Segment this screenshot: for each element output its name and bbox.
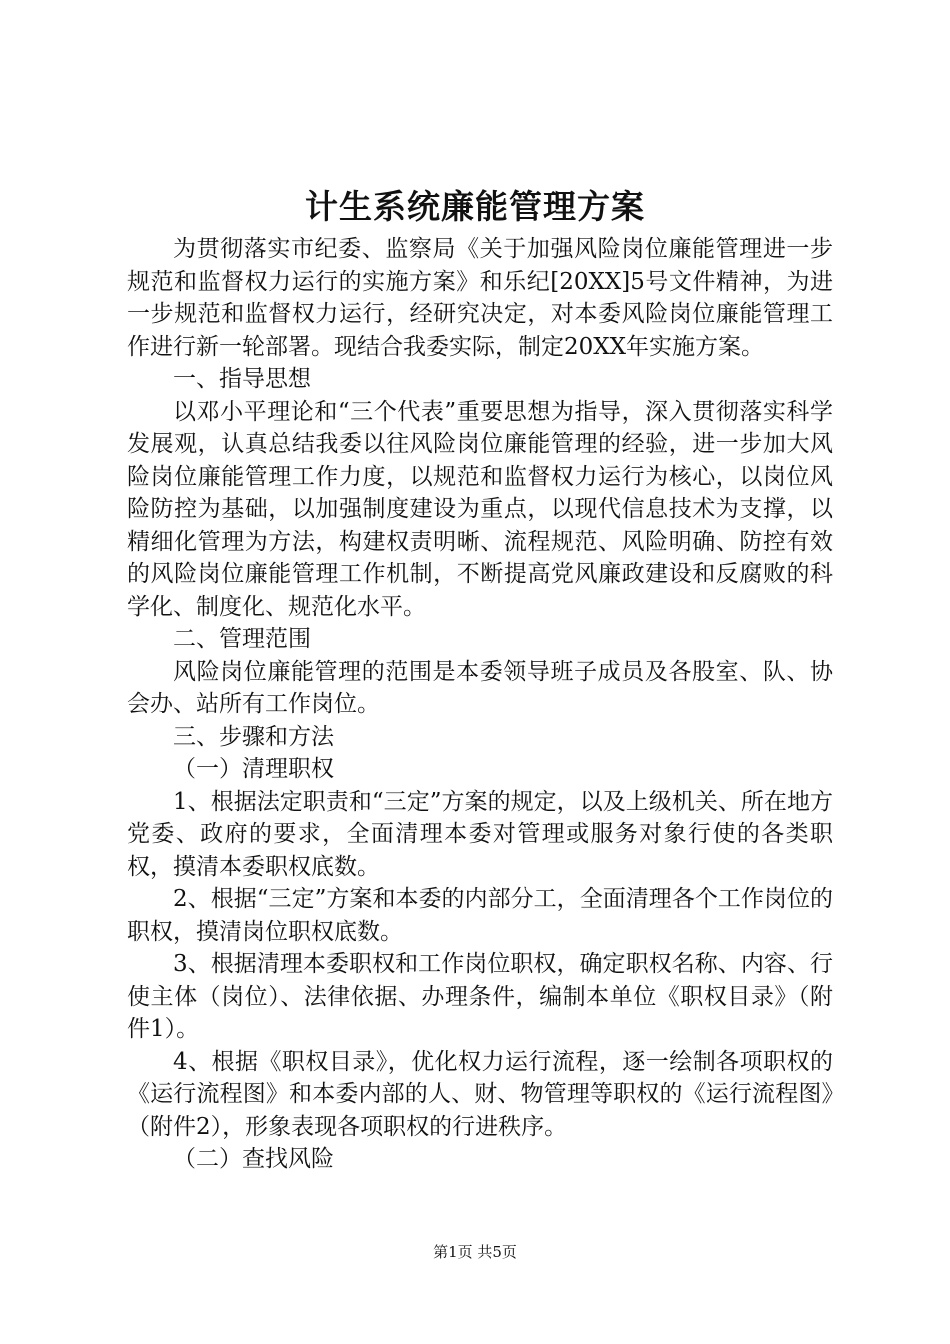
- paragraph-intro: 为贯彻落实市纪委、监察局《关于加强风险岗位廉能管理进一步规范和监督权力运行的实施方案》和乐纪[20XX]5号文件精神，为进一步规范和监督权力运行，经研究决定，对本委风险岗位廉能管理工作进行新一轮部署。现结合我委实际，制定20XX年实施方案。: [127, 236, 833, 360]
- paragraph-step-1: 1、根据法定职责和“三定”方案的规定，以及上级机关、所在地方党委、政府的要求，全面清理本委对管理或服务对象行使的各类职权，摸清本委职权底数。: [127, 788, 833, 880]
- page-number-footer: 第1页 共5页: [433, 1243, 517, 1261]
- document-body: [127, 233, 833, 1176]
- subheading-clear-powers: （一）清理职权: [173, 756, 334, 782]
- heading-management-scope: 二、管理范围: [173, 626, 311, 652]
- paragraph-guiding-thought: 以邓小平理论和“三个代表”重要思想为指导，深入贯彻落实科学发展观，认真总结我委以往风险岗位廉能管理的经验，进一步加大风险岗位廉能管理工作力度，以规范和监督权力运行为核心，以岗位风险防控为基础，以加强制度建设为重点，以现代信息技术为支撑，以精细化管理为方法，构建权责明晰、流程规范、风险明确、防控有效的风险岗位廉能管理工作机制，不断提高党风廉政建设和反腐败的科学化、制度化、规范化水平。: [127, 398, 833, 620]
- document-title: 计生系统廉能管理方案: [305, 187, 645, 226]
- paragraph-step-2: 2、根据“三定”方案和本委的内部分工，全面清理各个工作岗位的职权，摸清岗位职权底数。: [127, 886, 833, 945]
- paragraph-management-scope: 风险岗位廉能管理的范围是本委领导班子成员及各股室、队、协会办、站所有工作岗位。: [127, 658, 833, 717]
- paragraph-step-3: 3、根据清理本委职权和工作岗位职权，确定职权名称、内容、行使主体（岗位）、法律依据、办理条件，编制本单位《职权目录》（附件1）。: [127, 951, 833, 1042]
- paragraph-step-4: 4、根据《职权目录》，优化权力运行流程，逐一绘制各项职权的《运行流程图》和本委内部的人、财、物管理等职权的《运行流程图》（附件2），形象表现各项职权的行进秩序。: [127, 1048, 833, 1140]
- heading-guiding-thought: 一、指导思想: [173, 366, 311, 392]
- subheading-find-risks: （二）查找风险: [173, 1146, 334, 1172]
- heading-steps-methods: 三、步骤和方法: [173, 723, 334, 750]
